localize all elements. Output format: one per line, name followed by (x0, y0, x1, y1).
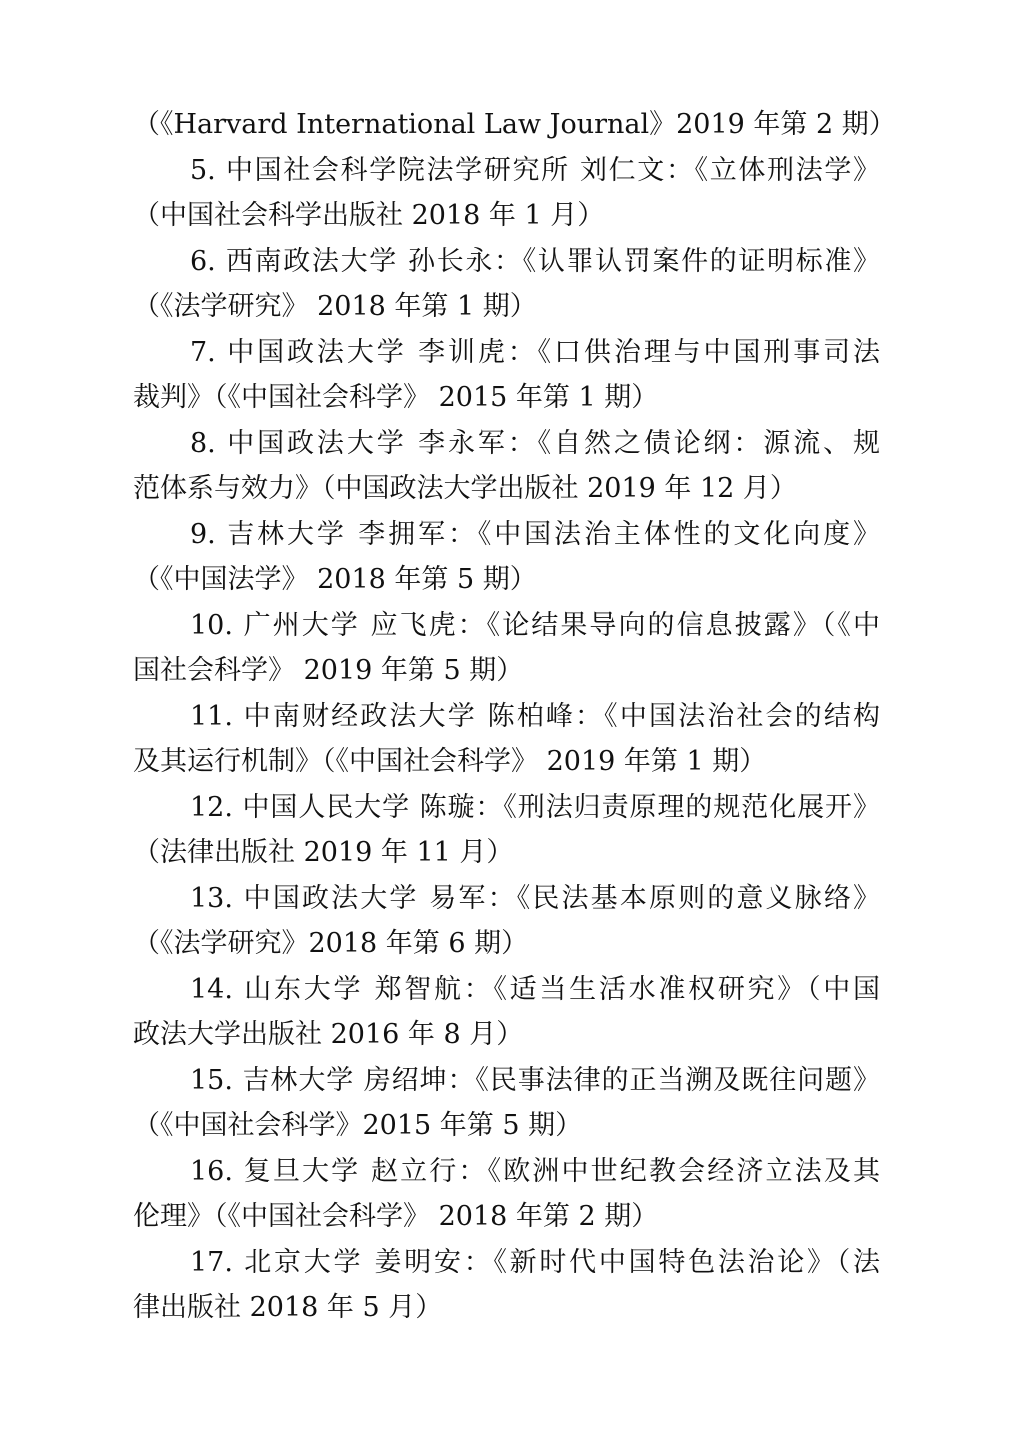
list-item (133, 1149, 880, 1240)
list-item (133, 148, 880, 239)
text-line: （《Harvard International Law Journal》2019 年第 2 期） (133, 109, 896, 140)
text-line: 8. 中国政法大学 李永军：《自然之债论纲：源流、规 (190, 427, 880, 459)
list-item (133, 967, 880, 1058)
text-line: 15. 吉林大学 房绍坤：《民事法律的正当溯及既往问题》 (190, 1064, 880, 1096)
text-line: （法律出版社 2019 年 11 月） (133, 837, 514, 868)
text-line: 国社会科学》 2019 年第 5 期） (133, 655, 524, 686)
list-item (133, 421, 880, 512)
list-item-continuation (133, 102, 896, 148)
text-line: （《中国社会科学》2015 年第 5 期） (133, 1110, 583, 1141)
text-line: 裁判》（《中国社会科学》 2015 年第 1 期） (133, 382, 659, 413)
text-line: 律出版社 2018 年 5 月） (133, 1292, 443, 1323)
text-line: 及其运行机制》（《中国社会科学》 2019 年第 1 期） (133, 746, 767, 777)
text-line: 16. 复旦大学 赵立行：《欧洲中世纪教会经济立法及其 (190, 1155, 880, 1187)
list-item (133, 1058, 880, 1149)
text-line: （中国社会科学出版社 2018 年 1 月） (133, 200, 605, 231)
text-line: 伦理》（《中国社会科学》 2018 年第 2 期） (133, 1201, 659, 1232)
list-item (133, 694, 880, 785)
text-line: （《中国法学》 2018 年第 5 期） (133, 564, 537, 595)
text-line: 14. 山东大学 郑智航：《适当生活水准权研究》（中国 (190, 973, 880, 1005)
list-item (133, 1240, 880, 1331)
text-line: 政法大学出版社 2016 年 8 月） (133, 1019, 524, 1050)
list-item (133, 603, 880, 694)
text-line: （《法学研究》2018 年第 6 期） (133, 928, 529, 959)
list-item (133, 785, 880, 876)
list-item (133, 512, 880, 603)
text-line: 7. 中国政法大学 李训虎：《口供治理与中国刑事司法 (190, 336, 880, 368)
text-line: 6. 西南政法大学 孙长永：《认罪认罚案件的证明标准》 (190, 245, 880, 277)
text-line: 11. 中南财经政法大学 陈柏峰：《中国法治社会的结构 (190, 700, 880, 732)
text-line: 12. 中国人民大学 陈璇：《刑法归责原理的规范化展开》 (190, 791, 880, 823)
text-line: 17. 北京大学 姜明安：《新时代中国特色法治论》（法 (190, 1246, 880, 1278)
text-line: 范体系与效力》（中国政法大学出版社 2019 年 12 月） (133, 473, 797, 504)
text-line: 10. 广州大学 应飞虎：《论结果导向的信息披露》（《中 (190, 609, 880, 641)
text-line: 9. 吉林大学 李拥军：《中国法治主体性的文化向度》 (190, 518, 880, 550)
list-item (133, 239, 880, 330)
list-item (133, 876, 880, 967)
text-line: 5. 中国社会科学院法学研究所 刘仁文：《立体刑法学》 (190, 154, 880, 186)
text-line: 13. 中国政法大学 易军：《民法基本原则的意义脉络》 (190, 882, 880, 914)
list-item (133, 330, 880, 421)
document-body (133, 102, 896, 1331)
text-line: （《法学研究》 2018 年第 1 期） (133, 291, 537, 322)
